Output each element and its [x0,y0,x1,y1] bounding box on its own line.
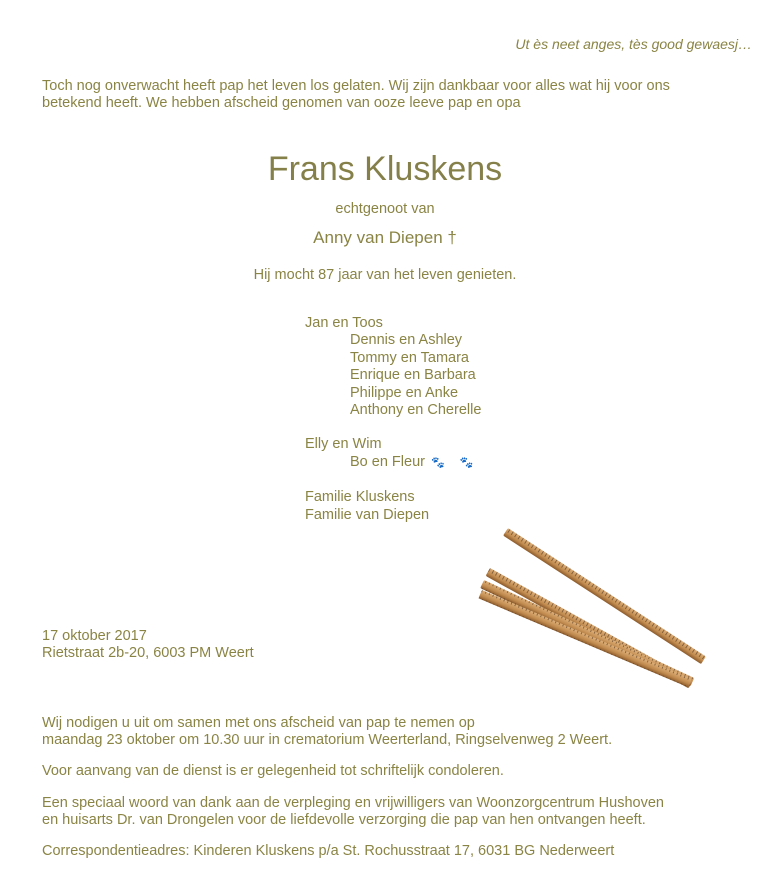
date-address [42,628,254,662]
invitation [42,715,612,749]
spouse-label: echtgenoot van [335,201,435,217]
age-text: Hij mocht 87 jaar van het leven genieten. [253,267,517,283]
family-name: Familie van Diepen [305,506,430,523]
family-child: Tommy en Tamara [350,349,469,366]
thanks-line-1: Een speciaal woord van dank aan de verpleging en vrijwilligers van Woonzorgcentrum Hushoven [42,795,664,811]
family-group-head: Elly en Wim [305,436,382,453]
family-child: Anthony en Cherelle [350,402,482,419]
family-list [305,315,481,524]
family-child [305,454,481,472]
family-child: Dennis en Ashley [350,332,463,349]
condolence-text: Voor aanvang van de dienst is er gelegenheid tot schriftelijk condoleren. [42,763,504,779]
ruler-segment-bottom [478,590,691,687]
date: 17 oktober 2017 [42,628,147,644]
paw-print-icon: 🐾 🐾 [430,456,480,469]
family-child-name: Bo en Fleur [350,453,425,470]
invite-line-1: Wij nodigen u uit om samen met ons afscheid van pap te nemen op [42,715,475,731]
correspondence-address: Correspondentieadres: Kinderen Kluskens p/a St. Rochusstraat 17, 6031 BG Nederweert [42,843,615,859]
intro-line-1: Toch nog onverwacht heeft pap het leven los gelaten. Wij zijn dankbaar voor alles wat hij voor ons [42,78,670,94]
intro-line-2: betekend heeft. We hebben afscheid genomen van ooze leeve pap en opa [42,95,521,111]
deceased-name: Frans Kluskens [267,150,503,188]
motto: Ut ès neet anges, tès good gewaesj… [515,36,752,52]
intro-text [42,78,670,112]
invite-line-2: maandag 23 oktober om 10.30 uur in crematorium Weerterland, Ringselvenweg 2 Weert. [42,732,613,748]
thanks-line-2: en huisarts Dr. van Drongelen voor de liefdevolle verzorging die pap van hen ontvangen heeft. [42,812,646,828]
family-child: Enrique en Barbara [350,367,476,384]
thanks-text [42,795,664,829]
family-name: Familie Kluskens [305,489,415,506]
family-child: Philippe en Anke [350,384,459,401]
address: Rietstraat 2b-20, 6003 PM Weert [42,645,254,661]
folding-ruler-image [478,528,728,693]
family-group-head: Jan en Toos [305,315,383,331]
spouse-name: Anny van Diepen † [313,228,457,247]
